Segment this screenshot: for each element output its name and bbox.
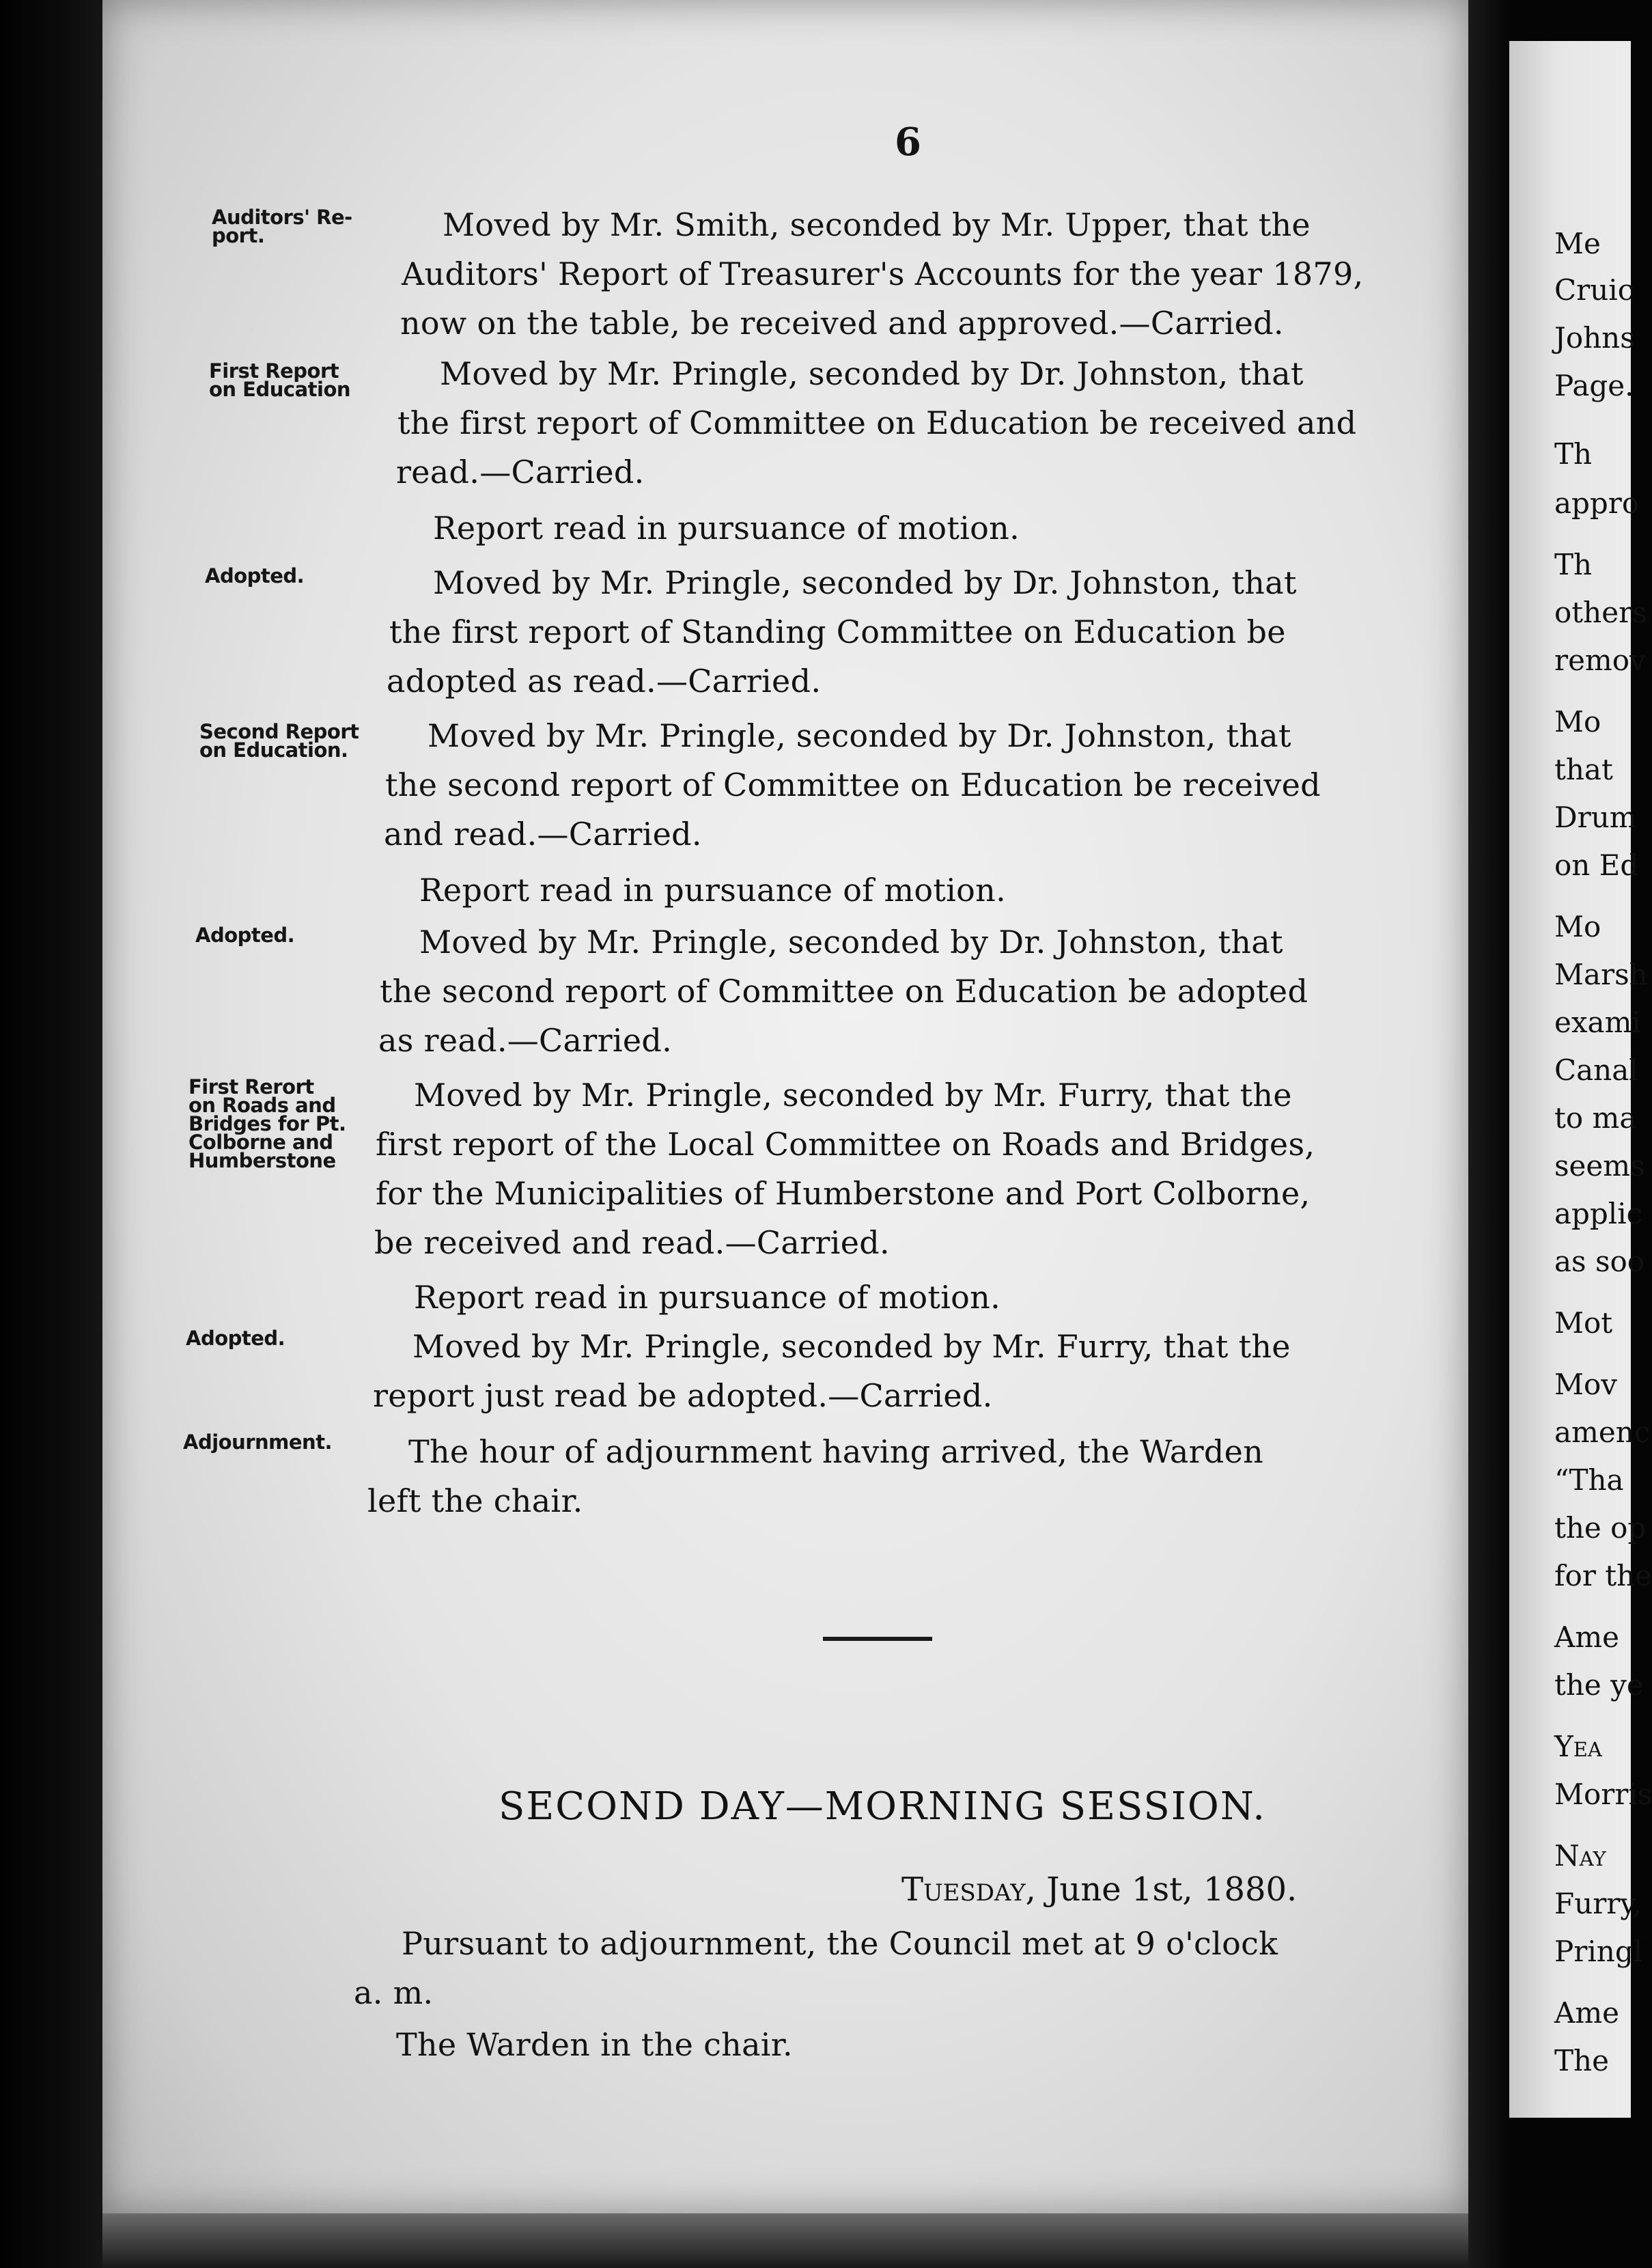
- section-divider: [823, 1637, 932, 1641]
- text-line: The hour of adjournment having arrived, the Warden: [408, 1433, 1264, 1470]
- adjacent-line: Ame: [1554, 1996, 1620, 2030]
- adjacent-line: others: [1554, 596, 1647, 629]
- text-line: Moved by Mr. Pringle, seconded by Dr. Johnston, that: [428, 717, 1291, 754]
- adjacent-line: the op: [1554, 1511, 1647, 1545]
- text-line: Moved by Mr. Pringle, seconded by Dr. Johnston, that: [419, 924, 1283, 960]
- adjacent-line: Morris: [1554, 1778, 1652, 1811]
- adjacent-line: for the: [1554, 1559, 1652, 1592]
- scan-border-left: [0, 0, 102, 2268]
- scan-border-bottom: [102, 2213, 1468, 2268]
- margin-note: Adopted.: [205, 564, 305, 587]
- adjacent-line: Mot: [1554, 1306, 1613, 1340]
- text-line: Moved by Mr. Pringle, seconded by Mr. Furry, that the: [412, 1328, 1291, 1365]
- margin-note: Adopted.: [195, 924, 295, 947]
- text-line: for the Municipalities of Humberstone and Port Colborne,: [376, 1175, 1311, 1212]
- margin-note: Adjournment.: [183, 1430, 333, 1454]
- adjacent-line: Marsh: [1554, 958, 1648, 991]
- adjacent-line: appro: [1554, 486, 1640, 520]
- adjacent-line: applic: [1554, 1197, 1643, 1230]
- session-date-text: June 1st, 1880.: [1046, 1870, 1298, 1909]
- adjacent-line: Page.: [1554, 369, 1634, 402]
- text-line: Moved by Mr. Pringle, seconded by Mr. Furry, that the: [414, 1077, 1292, 1114]
- adjacent-line: to ma: [1554, 1101, 1637, 1135]
- adjacent-line: remov: [1554, 644, 1646, 677]
- adjacent-line: Th: [1554, 437, 1593, 471]
- adjacent-line: Mo: [1554, 910, 1601, 943]
- section-heading: SECOND DAY—MORNING SESSION.: [499, 1784, 1267, 1829]
- text-line: Auditors' Report of Treasurer's Accounts for the year 1879,: [402, 255, 1364, 292]
- adjacent-line: Nay: [1554, 1839, 1606, 1872]
- adjacent-line: amenc: [1554, 1415, 1651, 1449]
- text-line: Moved by Mr. Pringle, seconded by Dr. Johnston, that: [440, 355, 1304, 392]
- adjacent-line: that: [1554, 753, 1613, 786]
- text-line: Report read in pursuance of motion.: [414, 1279, 1001, 1316]
- text-line: Report read in pursuance of motion.: [419, 872, 1007, 909]
- adjacent-line: Drum: [1554, 801, 1637, 834]
- adjacent-line: Cruic: [1554, 273, 1634, 307]
- adjacent-line: the ye: [1554, 1668, 1644, 1702]
- adjacent-line: The: [1554, 2044, 1609, 2077]
- adjacent-line: seems: [1554, 1149, 1645, 1183]
- adjacent-line: Yea: [1554, 1730, 1602, 1763]
- adjacent-line: Furry,: [1554, 1887, 1642, 1920]
- text-line: The Warden in the chair.: [396, 2026, 793, 2063]
- adjacent-line: Mov: [1554, 1368, 1618, 1401]
- adjacent-line: Th: [1554, 548, 1593, 581]
- margin-note: First Report on Education: [209, 359, 351, 401]
- book-gutter: [1468, 0, 1509, 2268]
- text-line: the first report of Committee on Education be received and: [397, 404, 1357, 441]
- text-line: first report of the Local Committee on Roads and Bridges,: [376, 1126, 1315, 1163]
- adjacent-page-fragment: [1509, 41, 1652, 2118]
- text-line: adopted as read.—Carried.: [387, 663, 822, 700]
- adjacent-line: on Ed: [1554, 848, 1639, 882]
- margin-note: Second Report on Education.: [199, 720, 359, 762]
- adjacent-line: as soo: [1554, 1245, 1645, 1278]
- text-line: and read.—Carried.: [384, 816, 702, 853]
- margin-note: Adopted.: [186, 1327, 285, 1350]
- session-weekday: Tuesday,: [901, 1870, 1036, 1909]
- adjacent-line: Pringl: [1554, 1935, 1643, 1968]
- margin-note: First Rerort on Roads and Bridges for Pt. Colborne and Humberstone: [188, 1075, 346, 1172]
- adjacent-line: exami: [1554, 1006, 1641, 1039]
- session-date: [901, 1870, 1297, 1909]
- text-line: be received and read.—Carried.: [374, 1224, 890, 1261]
- text-line: the second report of Committee on Education be received: [385, 766, 1321, 803]
- text-line: Pursuant to adjournment, the Council met at 9 o'clock: [402, 1925, 1278, 1962]
- adjacent-line: Mo: [1554, 705, 1601, 738]
- text-line: left the chair.: [367, 1482, 583, 1519]
- text-line: now on the table, be received and approved.—Carried.: [400, 305, 1284, 342]
- text-line: Moved by Mr. Pringle, seconded by Dr. Johnston, that: [433, 564, 1297, 601]
- text-line: the second report of Committee on Education be adopted: [380, 973, 1308, 1010]
- text-line: read.—Carried.: [396, 454, 645, 490]
- adjacent-line: “Tha: [1554, 1463, 1624, 1497]
- adjacent-line: Canal: [1554, 1053, 1638, 1087]
- text-line: a. m.: [354, 1974, 434, 2011]
- page-number: 6: [895, 120, 921, 165]
- text-line: report just read be adopted.—Carried.: [373, 1377, 993, 1414]
- text-line: Report read in pursuance of motion.: [433, 510, 1020, 547]
- adjacent-line: Me: [1554, 227, 1601, 260]
- text-line: Moved by Mr. Smith, seconded by Mr. Upper, that the: [443, 206, 1311, 243]
- margin-note: Auditors' Re- port.: [212, 206, 352, 247]
- adjacent-line: Ame: [1554, 1620, 1620, 1654]
- adjacent-line: Johns: [1554, 321, 1635, 355]
- text-line: as read.—Carried.: [378, 1022, 673, 1059]
- text-line: the first report of Standing Committee on Education be: [389, 613, 1286, 650]
